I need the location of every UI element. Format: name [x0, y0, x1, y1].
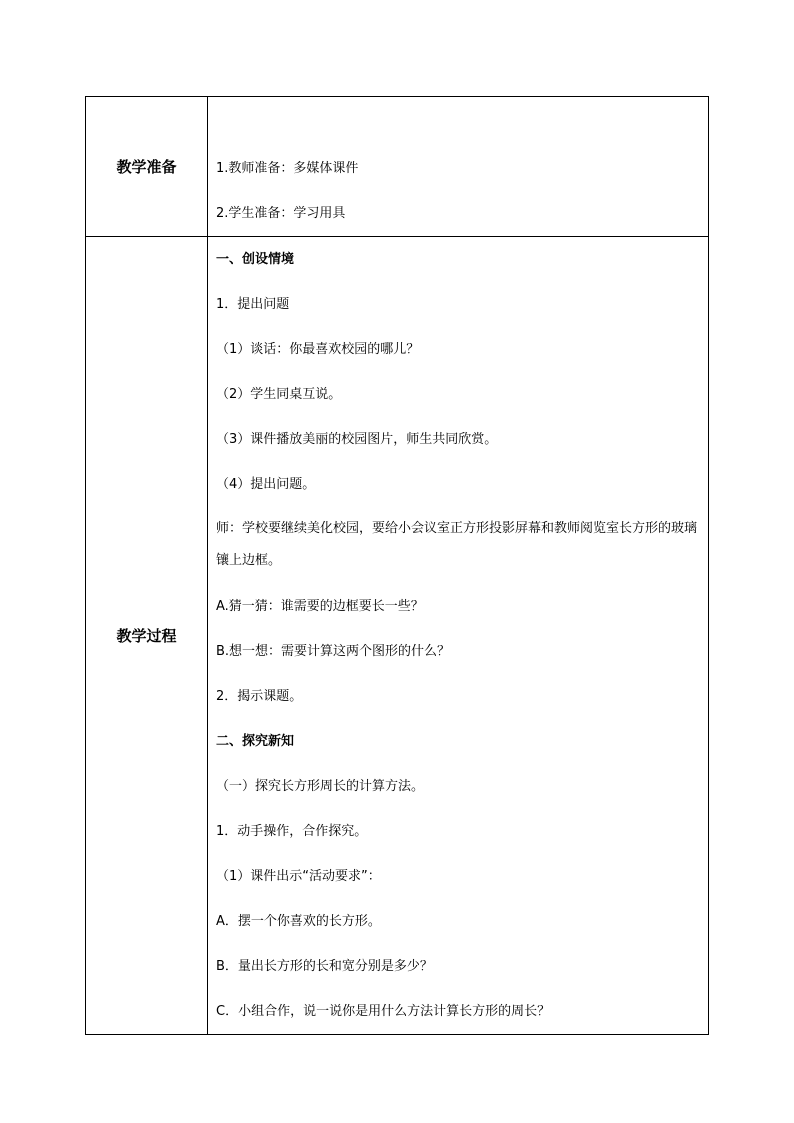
process-line: 2．揭示课题。: [216, 689, 303, 704]
process-line: C．小组合作，说一说你是用什么方法计算长方形的周长？: [216, 1004, 551, 1019]
process-line: （4）提出问题。: [216, 477, 316, 492]
process-line: 师：学校要继续美化校园，要给小会议室正方形投影屏幕和教师阅览室长方形的玻璃镶上边框。: [216, 521, 698, 568]
section-heading: 一、创设情境: [216, 252, 295, 267]
process-content: [208, 237, 709, 1035]
process-row: [86, 237, 709, 1035]
process-line: （3）课件播放美丽的校园图片，师生共同欣赏。: [216, 432, 498, 447]
lesson-plan-table: [85, 96, 709, 1035]
process-line: 1．提出问题: [216, 297, 290, 312]
process-line: A.猜一猜：谁需要的边框要长一些？: [216, 599, 424, 614]
process-line: B．量出长方形的长和宽分别是多少？: [216, 959, 433, 974]
prep-label: 教学准备: [86, 97, 208, 237]
process-label: 教学过程: [86, 237, 208, 1035]
process-line: （1）谈话：你最喜欢校园的哪儿？: [216, 342, 420, 357]
process-line: （1）课件出示“活动要求”：: [216, 869, 381, 884]
process-line: B.想一想：需要计算这两个图形的什么？: [216, 644, 451, 659]
process-line: A．摆一个你喜欢的长方形。: [216, 914, 381, 929]
process-line: 1．动手操作，合作探究。: [216, 824, 368, 839]
prep-item: 1.教师准备：多媒体课件: [216, 161, 359, 176]
prep-row: [86, 97, 709, 237]
prep-item: 2.学生准备：学习用具: [216, 206, 346, 221]
section-heading: 二、探究新知: [216, 734, 295, 749]
process-line: （一）探究长方形周长的计算方法。: [216, 779, 425, 794]
process-line: （2）学生同桌互说。: [216, 387, 342, 402]
prep-content: [208, 97, 709, 237]
